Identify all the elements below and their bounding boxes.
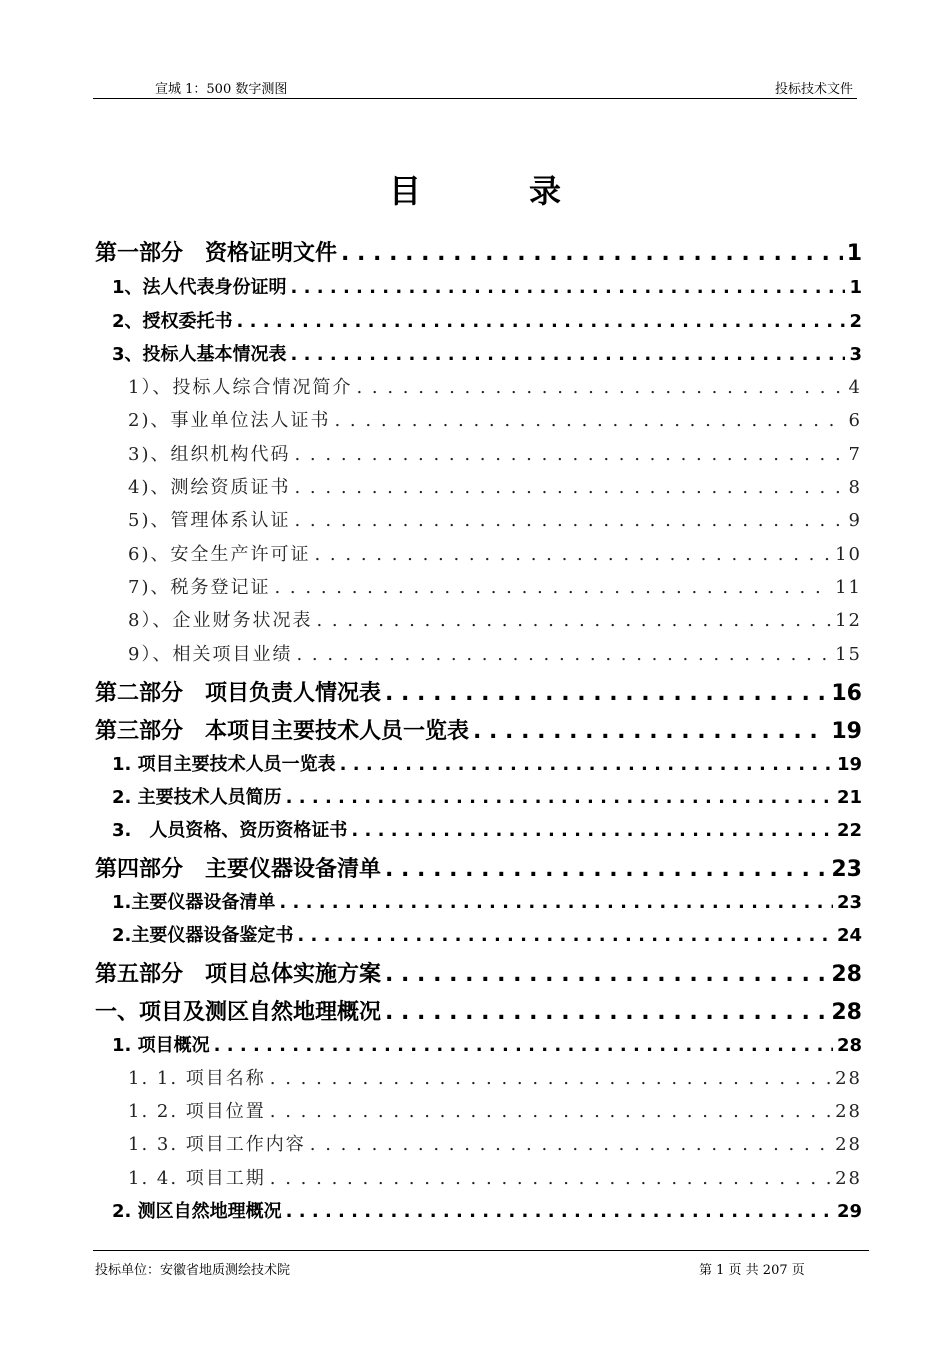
- toc-entry-label: 1. 项目概况: [112, 1035, 210, 1056]
- toc-leader-dots: [294, 444, 844, 465]
- toc-entry[interactable]: [112, 921, 862, 953]
- footer-page-number: 第 1 页 共 207 页: [699, 1263, 805, 1278]
- toc-entry-page: 28: [831, 962, 862, 987]
- toc-entry-label: 一、项目及测区自然地理概况: [95, 1000, 382, 1025]
- toc-entry[interactable]: [128, 473, 862, 505]
- toc-leader-dots: [341, 241, 843, 266]
- toc-entry-label: 1. 1. 项目名称: [128, 1068, 266, 1089]
- toc-entry-label: 2)、事业单位法人证书: [128, 410, 331, 431]
- toc-entry[interactable]: [128, 440, 862, 472]
- toc-entry[interactable]: [128, 1130, 862, 1162]
- toc-entry-page: 10: [835, 544, 862, 565]
- toc-entry-page: 7: [848, 444, 862, 465]
- toc-entry-label: 8）、企业财务状况表: [128, 610, 313, 631]
- toc-entry-page: 28: [835, 1168, 862, 1189]
- toc-entry-page: 28: [836, 1035, 862, 1056]
- toc-entry-label: 6)、安全生产许可证: [128, 544, 311, 565]
- toc-entry-page: 22: [836, 820, 862, 841]
- header-project-name: 宣城 1：500 数字测图: [155, 82, 288, 97]
- toc-entry-page: 9: [848, 510, 862, 531]
- toc-entry-label: 1、法人代表身份证明: [112, 277, 287, 298]
- toc-leader-dots: [237, 311, 846, 332]
- toc-entry[interactable]: [95, 957, 862, 989]
- toc-leader-dots: [385, 962, 827, 987]
- toc-entry-page: 15: [835, 644, 862, 665]
- toc-entry[interactable]: [112, 1197, 862, 1229]
- toc-entry[interactable]: [112, 750, 862, 782]
- toc-entry-label: 1. 项目主要技术人员一览表: [112, 754, 336, 775]
- toc-leader-dots: [340, 754, 833, 775]
- header-doc-type: 投标技术文件: [774, 82, 853, 97]
- toc-leader-dots: [334, 410, 844, 431]
- toc-entry[interactable]: [128, 606, 862, 638]
- toc-entry-label: 2、授权委托书: [112, 311, 233, 332]
- toc-entry-label: 第五部分 项目总体实施方案: [95, 962, 382, 987]
- toc-entry-page: 2: [849, 311, 862, 332]
- toc-entry-page: 29: [836, 1201, 862, 1222]
- toc-entry-page: 19: [831, 719, 862, 744]
- toc-entry-page: 28: [831, 1000, 862, 1025]
- toc-entry[interactable]: [128, 406, 862, 438]
- toc-leader-dots: [270, 1168, 831, 1189]
- page-footer: [93, 1250, 869, 1278]
- toc-leader-dots: [385, 1000, 827, 1025]
- toc-entry-label: 1）、投标人综合情况简介: [128, 377, 353, 398]
- toc-entry-page: 1: [849, 277, 862, 298]
- toc-entry-label: 2. 测区自然地理概况: [112, 1201, 282, 1222]
- toc-leader-dots: [296, 644, 831, 665]
- toc-entry-label: 第四部分 主要仪器设备清单: [95, 857, 382, 882]
- toc-leader-dots: [291, 277, 846, 298]
- toc-leader-dots: [310, 1134, 831, 1155]
- toc-entry-page: 28: [835, 1101, 862, 1122]
- toc-leader-dots: [297, 925, 833, 946]
- toc-entry-page: 16: [831, 681, 862, 706]
- toc-entry-label: 3、投标人基本情况表: [112, 344, 287, 365]
- toc-leader-dots: [270, 1101, 831, 1122]
- toc-entry[interactable]: [128, 573, 862, 605]
- toc-entry-page: 28: [835, 1134, 862, 1155]
- toc-entry[interactable]: [128, 506, 862, 538]
- toc-entry-page: 11: [835, 577, 862, 598]
- page-header: [93, 72, 857, 99]
- toc-entry-label: 第三部分 本项目主要技术人员一览表: [95, 719, 470, 744]
- toc-title: 目录: [388, 172, 669, 210]
- toc-leader-dots: [314, 544, 831, 565]
- toc-leader-dots: [286, 1201, 833, 1222]
- toc-entry-page: 21: [836, 787, 862, 808]
- toc-leader-dots: [279, 892, 833, 913]
- toc-entry-page: 1: [846, 241, 862, 266]
- toc-entry[interactable]: [95, 852, 862, 884]
- toc-leader-dots: [473, 719, 827, 744]
- toc-leader-dots: [286, 787, 833, 808]
- toc-leader-dots: [294, 510, 844, 531]
- toc-entry-label: 1. 3. 项目工作内容: [128, 1134, 306, 1155]
- toc-entry[interactable]: [128, 373, 862, 405]
- toc-entry-label: 1.主要仪器设备清单: [112, 892, 276, 913]
- toc-leader-dots: [351, 820, 833, 841]
- toc-entry[interactable]: [112, 340, 862, 372]
- toc-leader-dots: [385, 681, 827, 706]
- toc-entry-page: 28: [835, 1068, 862, 1089]
- toc-entry[interactable]: [95, 995, 862, 1027]
- toc-entry-label: 9）、相关项目业绩: [128, 644, 293, 665]
- toc-entry[interactable]: [95, 676, 862, 708]
- toc-leader-dots: [291, 344, 846, 365]
- toc-entry[interactable]: [112, 273, 862, 305]
- toc-leader-dots: [270, 1068, 831, 1089]
- toc-leader-dots: [274, 577, 831, 598]
- toc-entry[interactable]: [128, 1097, 862, 1129]
- toc-entry[interactable]: [128, 640, 862, 672]
- toc-entry-label: 第一部分 资格证明文件: [95, 241, 338, 266]
- toc-entry[interactable]: [95, 714, 862, 746]
- toc-entry-page: 4: [848, 377, 862, 398]
- toc-entry-label: 3. 人员资格、资历资格证书: [112, 820, 348, 841]
- toc-leader-dots: [356, 377, 844, 398]
- toc-entry[interactable]: [112, 783, 862, 815]
- footer-bidder: 投标单位：安徽省地质测绘技术院: [95, 1263, 291, 1278]
- toc-entry-page: 12: [835, 610, 862, 631]
- toc-entry-label: 2. 主要技术人员简历: [112, 787, 282, 808]
- toc-entry-label: 2.主要仪器设备鉴定书: [112, 925, 294, 946]
- toc-leader-dots: [294, 477, 844, 498]
- toc-entry-page: 8: [848, 477, 862, 498]
- toc-entry-page: 23: [836, 892, 862, 913]
- toc-entry[interactable]: [112, 1031, 862, 1063]
- toc-entry-page: 6: [848, 410, 862, 431]
- toc-entry-label: 5)、管理体系认证: [128, 510, 291, 531]
- toc-entry-label: 第二部分 项目负责人情况表: [95, 681, 382, 706]
- toc-entry-label: 1. 2. 项目位置: [128, 1101, 266, 1122]
- toc-leader-dots: [316, 610, 831, 631]
- toc-entry-page: 23: [831, 857, 862, 882]
- toc-entry[interactable]: [112, 888, 862, 920]
- toc-entry[interactable]: [128, 1164, 862, 1196]
- toc-entry[interactable]: [128, 540, 862, 572]
- toc-entry-page: 19: [836, 754, 862, 775]
- toc-leader-dots: [214, 1035, 833, 1056]
- toc-entry[interactable]: [95, 236, 862, 268]
- toc-entry-label: 1. 4. 项目工期: [128, 1168, 266, 1189]
- toc-leader-dots: [385, 857, 827, 882]
- toc-entry[interactable]: [112, 816, 862, 848]
- toc-entry[interactable]: [112, 307, 862, 339]
- toc-entry-page: 24: [836, 925, 862, 946]
- toc-entry-label: 3)、组织机构代码: [128, 444, 291, 465]
- toc-entry-page: 3: [849, 344, 862, 365]
- toc-entry-label: 7)、税务登记证: [128, 577, 271, 598]
- toc-entry[interactable]: [128, 1064, 862, 1096]
- toc-entry-label: 4)、测绘资质证书: [128, 477, 291, 498]
